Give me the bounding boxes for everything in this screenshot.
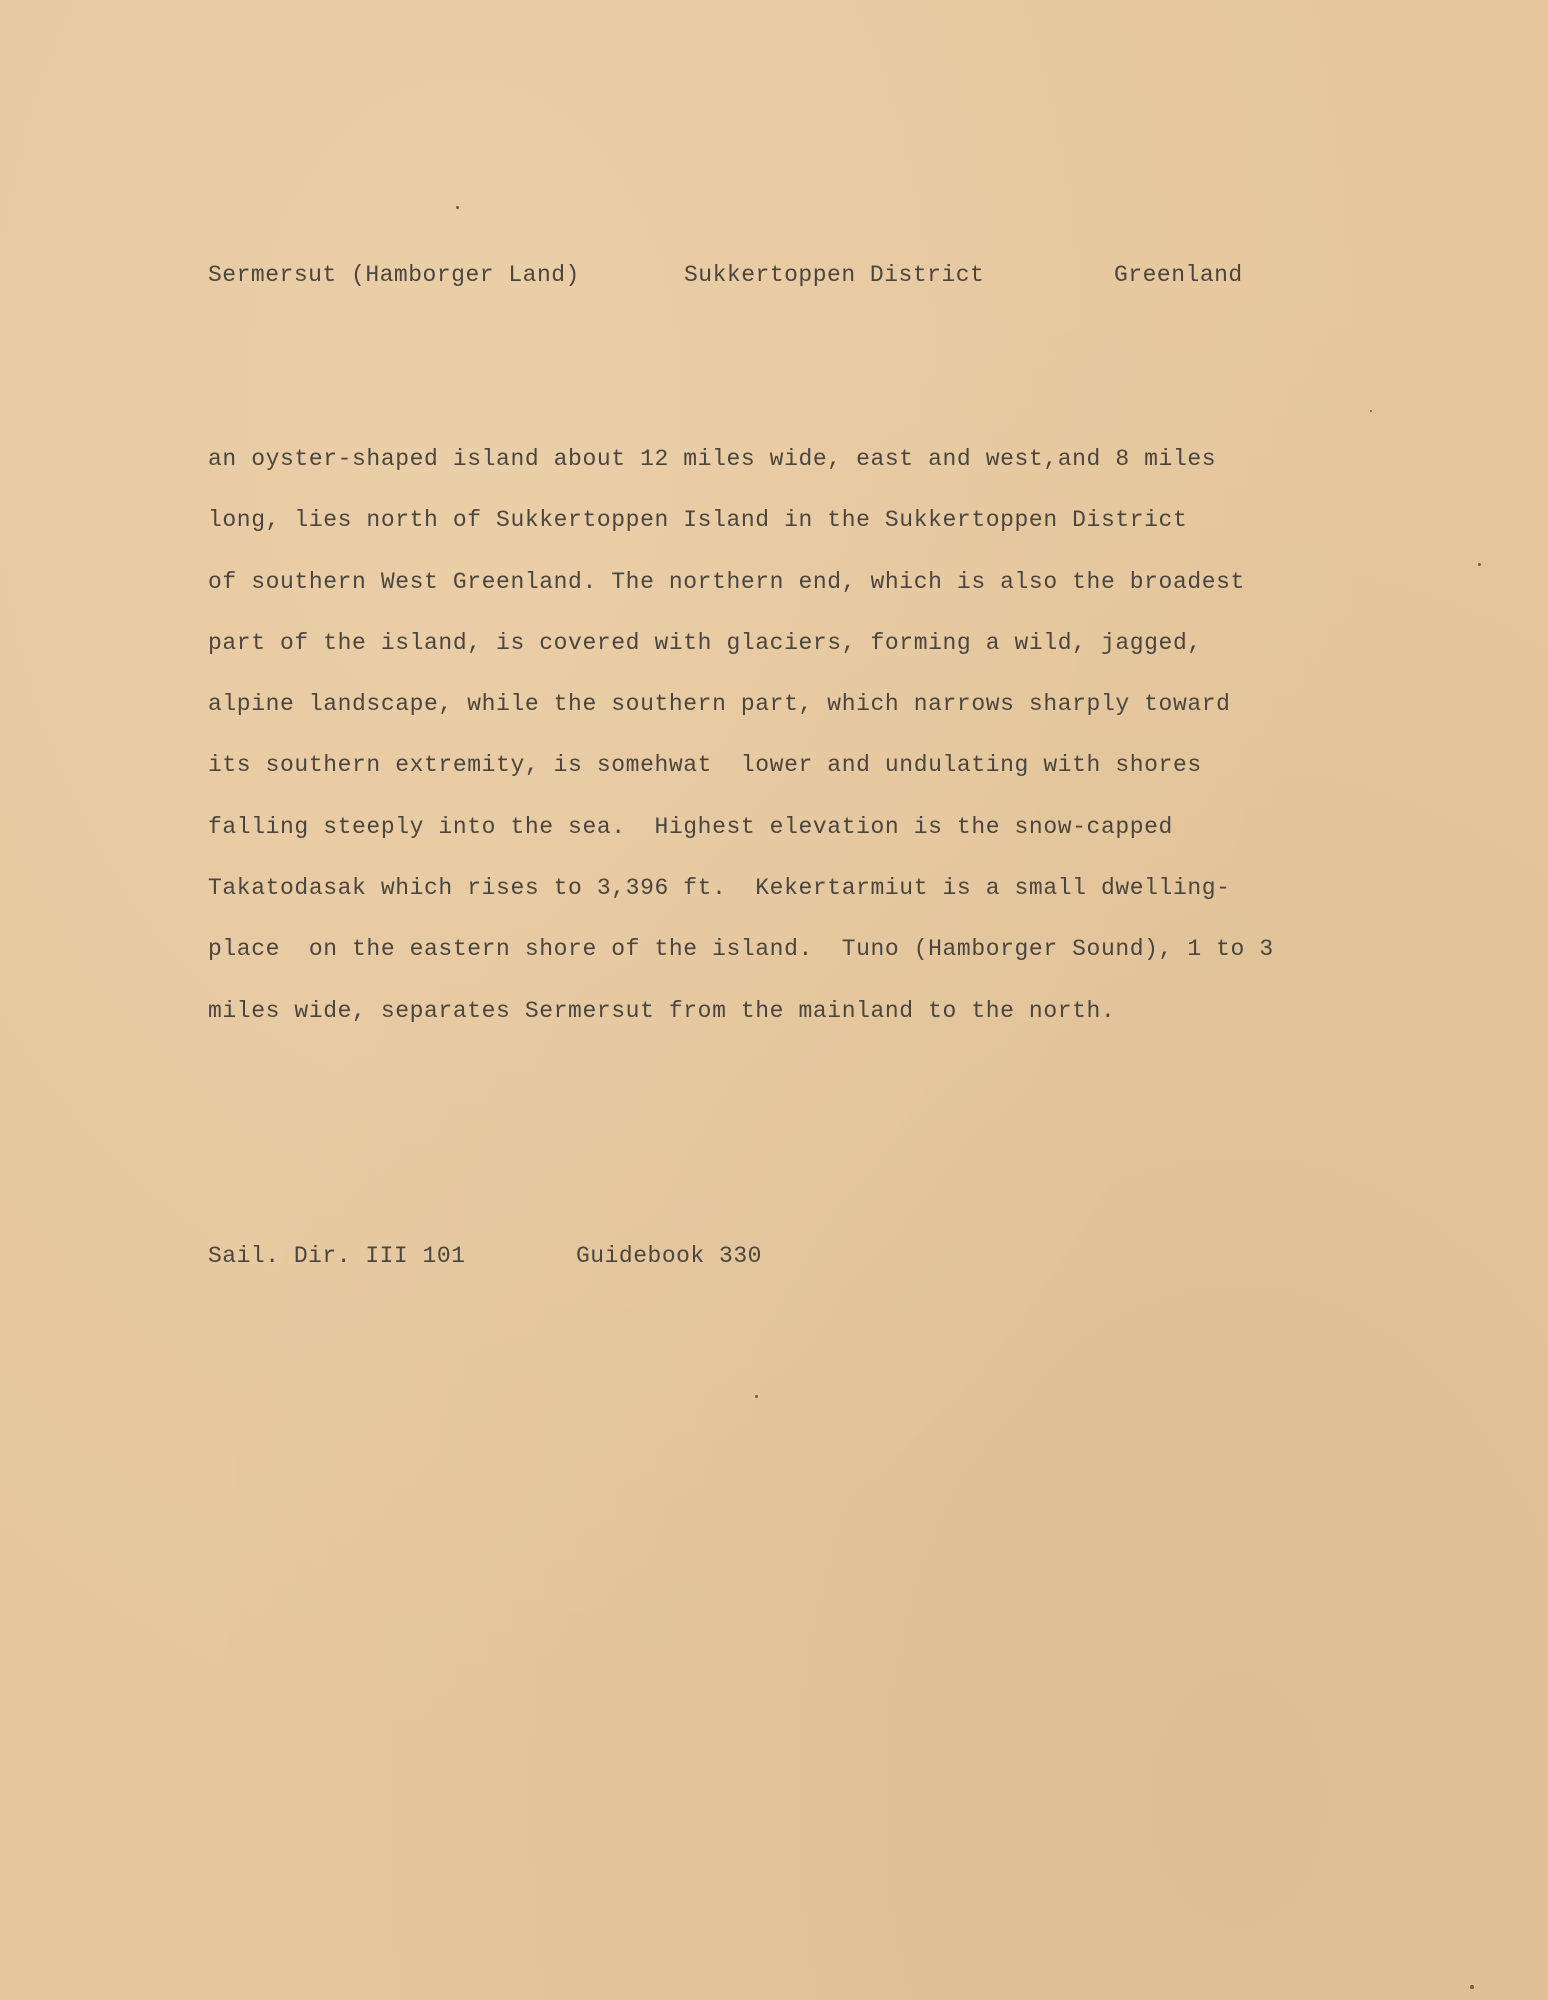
paper-speck: [1370, 410, 1372, 412]
header-place-name: Sermersut (Hamborger Land): [208, 262, 580, 288]
description-paragraph: [208, 444, 1358, 1057]
header-district: Sukkertoppen District: [684, 262, 985, 288]
paragraph-line: alpine landscape, while the southern part, which narrows sharply toward: [208, 691, 1231, 718]
paragraph-line: miles wide, separates Sermersut from the mainland to the north.: [208, 997, 1116, 1024]
paragraph-line: falling steeply into the sea. Highest elevation is the snow-capped: [208, 813, 1173, 840]
paragraph-line: part of the island, is covered with glaciers, forming a wild, jagged,: [208, 629, 1202, 656]
paragraph-line: Takatodasak which rises to 3,396 ft. Kekertarmiut is a small dwelling-: [208, 875, 1231, 902]
page-header: [208, 262, 1368, 296]
paper-speck: [1470, 1985, 1474, 1989]
sailing-directions-reference: Sail. Dir. III 101: [208, 1243, 466, 1269]
paragraph-line: of southern West Greenland. The northern end, which is also the broadest: [208, 568, 1245, 595]
guidebook-reference: Guidebook 330: [576, 1243, 762, 1269]
header-country: Greenland: [1114, 262, 1243, 288]
paragraph-line: long, lies north of Sukkertoppen Island in the Sukkertoppen District: [208, 507, 1188, 534]
paper-speck: [755, 1395, 758, 1398]
paragraph-line: place on the eastern shore of the island. Tuno (Hamborger Sound), 1 to 3: [208, 936, 1274, 963]
paper-speck: [456, 206, 459, 209]
source-references: [208, 1243, 908, 1277]
paper-speck: [1478, 563, 1481, 566]
paragraph-line: an oyster-shaped island about 12 miles wide, east and west,and 8 miles: [208, 446, 1217, 472]
paragraph-line: its southern extremity, is somehwat lower and undulating with shores: [208, 752, 1202, 779]
